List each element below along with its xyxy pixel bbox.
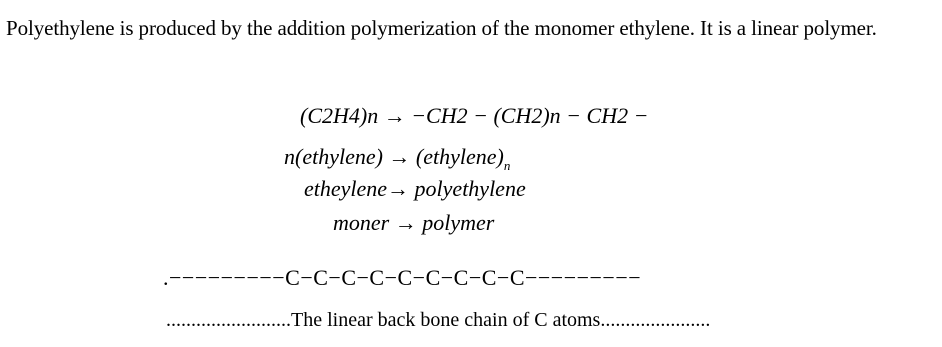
equation-ethylene-subscript: n [503, 158, 511, 173]
equation-polymerization: (C2H4)n → −CH2 − (CH2)n − CH2 − [300, 103, 649, 128]
intro-paragraph: Polyethylene is produced by the addition polymerization of the monomer ethylene. It is a linear polymer. [6, 16, 877, 40]
chain-caption: .........................The linear back bone chain of C atoms...................... [166, 309, 711, 331]
equation-ethylene-main: n(ethylene) → (ethylene) [284, 144, 504, 169]
equation-ethylene [284, 144, 510, 179]
equation-moner-polymer: moner → polymer [333, 210, 495, 235]
carbon-chain: .−−−−−−−−−C−C−C−C−C−C−C−C−C−−−−−−−−− [163, 265, 642, 290]
equation-etheylene-polyethylene: etheylene→ polyethylene [304, 176, 526, 201]
